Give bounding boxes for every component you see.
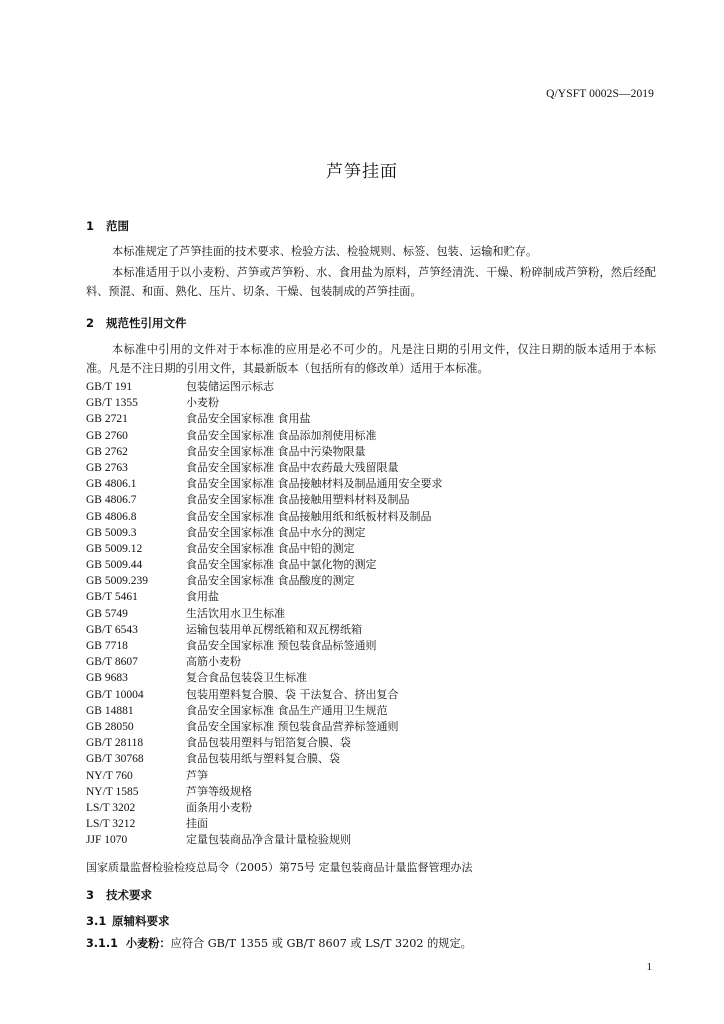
reference-code: GB/T 6543 [86,623,138,636]
reference-title: 包装用塑料复合膜、袋 干法复合、挤出复合 [186,687,399,701]
section-1-heading [86,218,129,234]
reference-title: 定量包装商品净含量计量检验规则 [186,833,351,847]
reference-code: GB/T 1355 [86,397,138,410]
document-code: Q/YSFT 0002S—2019 [546,88,654,100]
reference-title: 运输包装用单瓦楞纸箱和双瓦楞纸箱 [186,622,362,636]
scope-paragraph-2: 本标准适用于以小麦粉、芦笋或芦笋粉、水、食用盐为原料，芦笋经清洗、干燥、粉碎制成芦笋粉，然后经配料、预混、和面、熟化、压片、切条、干燥、包装制成的芦笋挂面。 [86,266,656,298]
reference-title: 食品安全国家标准 预包装食品营养标签通则 [186,719,399,733]
reference-row [86,573,443,589]
reference-code: JJF 1070 [86,834,128,847]
reference-code: GB 5009.3 [86,526,137,539]
reference-code: GB 2763 [86,461,128,474]
reference-code: LS/T 3212 [86,818,136,831]
reference-title: 食品安全国家标准 食品添加剂使用标准 [186,428,377,442]
reference-row [86,832,443,848]
reference-row [86,638,443,654]
reference-code: GB 7718 [86,640,128,652]
reference-code: LS/T 3202 [86,801,136,814]
reference-row [86,784,443,800]
reference-row [86,768,443,784]
reference-row [86,703,443,719]
reference-code: GB 2760 [86,429,128,442]
reference-row [86,395,443,411]
reference-row [86,379,443,395]
reference-code: NY/T 760 [86,769,133,782]
reference-list [86,379,443,848]
reference-code: GB/T 5461 [86,591,138,604]
reference-row [86,476,443,492]
reference-title: 食品安全国家标准 食品中农药最大残留限量 [186,460,399,474]
reference-code: GB 2762 [86,445,128,458]
reference-code: GB 4806.8 [86,510,137,523]
reference-code: GB/T 191 [86,381,133,393]
reference-title: 挂面 [186,817,208,831]
reference-row [86,589,443,605]
reference-row [86,687,443,703]
reference-row [86,622,443,638]
reference-title: 芦笋 [186,768,208,782]
reference-row [86,444,443,460]
reference-code: GB/T 30768 [86,753,144,766]
clause-text: 应符合 GB/T 1355 或 GB/T 8607 或 LS/T 3202 的规定。 [170,937,472,950]
reference-title: 包装储运图示标志 [186,380,274,393]
reference-row [86,654,443,670]
reference-title: 食品安全国家标准 预包装食品标签通则 [186,639,377,652]
reference-title: 食品安全国家标准 食品接触材料及制品通用安全要求 [186,477,443,491]
scope-paragraph-1: 本标准规定了芦笋挂面的技术要求、检验方法、检验规则、标签、包装、运输和贮存。 [112,245,538,258]
section-title: 技术要求 [106,888,152,902]
reference-row [86,509,443,525]
reference-code: GB 2721 [86,413,128,426]
section-number: 2 [86,316,95,330]
reference-title: 食品包装用纸与塑料复合膜、袋 [186,752,340,766]
reference-title: 食品安全国家标准 食品中污染物限量 [186,444,366,458]
reference-title: 食品安全国家标准 食品接触用塑料材料及制品 [186,493,410,507]
reference-code: GB 5009.12 [86,542,143,555]
reference-code: GB 4806.7 [86,494,137,507]
section-number: 3 [86,888,95,902]
reference-code: GB/T 8607 [86,656,138,669]
reference-title: 食品安全国家标准 食品中氯化物的测定 [186,558,377,572]
reference-title: 小麦粉 [186,396,219,410]
reference-row [86,670,443,686]
reference-row [86,800,443,816]
section-title: 原辅料要求 [112,914,170,928]
reference-code: NY/T 1585 [86,785,139,798]
reference-code: GB 28050 [86,720,134,733]
reference-row [86,719,443,735]
clause-number: 3.1.1 [86,937,118,950]
reference-regulation: 国家质量监督检验检疫总局令（2005）第75号 定量包装商品计量监督管理办法 [86,861,473,874]
reference-row [86,411,443,427]
reference-title: 生活饮用水卫生标准 [186,606,285,620]
reference-row [86,735,443,751]
reference-title: 食品安全国家标准 食品中水分的测定 [186,525,366,539]
section-2-heading [86,315,187,331]
reference-row [86,541,443,557]
reference-code: GB 5009.44 [86,559,143,572]
section-title: 规范性引用文件 [106,316,187,330]
reference-title: 高筋小麦粉 [186,655,241,669]
reference-title: 食品安全国家标准 食品酸度的测定 [186,574,355,588]
reference-title: 芦笋等级规格 [186,784,252,798]
reference-title: 食品安全国家标准 食品接触用纸和纸板材料及制品 [186,509,432,523]
section-3-1-heading [86,913,170,929]
reference-code: GB 14881 [86,704,134,717]
reference-row [86,460,443,476]
reference-title: 食品安全国家标准 食品生产通用卫生规范 [186,703,388,717]
clause-3-1-1 [86,935,472,951]
reference-code: GB 5009.239 [86,575,148,588]
reference-title: 复合食品包装袋卫生标准 [186,671,307,685]
clause-label: 小麦粉： [125,937,171,950]
reference-code: GB/T 28118 [86,737,144,750]
document-title: 芦笋挂面 [326,162,398,182]
reference-code: GB 9683 [86,672,128,685]
section-number: 1 [86,219,95,233]
reference-row [86,751,443,767]
reference-title: 食用盐 [186,590,219,604]
section-number: 3.1 [86,914,107,928]
reference-row [86,606,443,622]
reference-title: 食品安全国家标准 食用盐 [186,412,311,426]
reference-row [86,557,443,573]
reference-title: 食品包装用塑料与铝箔复合膜、袋 [186,736,351,750]
section-3-heading [86,887,152,903]
reference-code: GB 5749 [86,607,128,620]
references-intro: 本标准中引用的文件对于本标准的应用是必不可少的。凡是注日期的引用文件，仅注日期的版本适用于本标准。凡是不注日期的引用文件，其最新版本（包括所有的修改单）适用于本标准。 [86,343,656,375]
reference-title: 食品安全国家标准 食品中铅的测定 [186,541,355,555]
reference-row [86,492,443,508]
reference-row [86,525,443,541]
reference-code: GB/T 10004 [86,688,144,701]
reference-row [86,816,443,832]
reference-row [86,428,443,444]
page-number: 1 [646,961,652,973]
reference-code: GB 4806.1 [86,478,137,491]
section-title: 范围 [106,219,129,233]
reference-title: 面条用小麦粉 [186,800,252,814]
